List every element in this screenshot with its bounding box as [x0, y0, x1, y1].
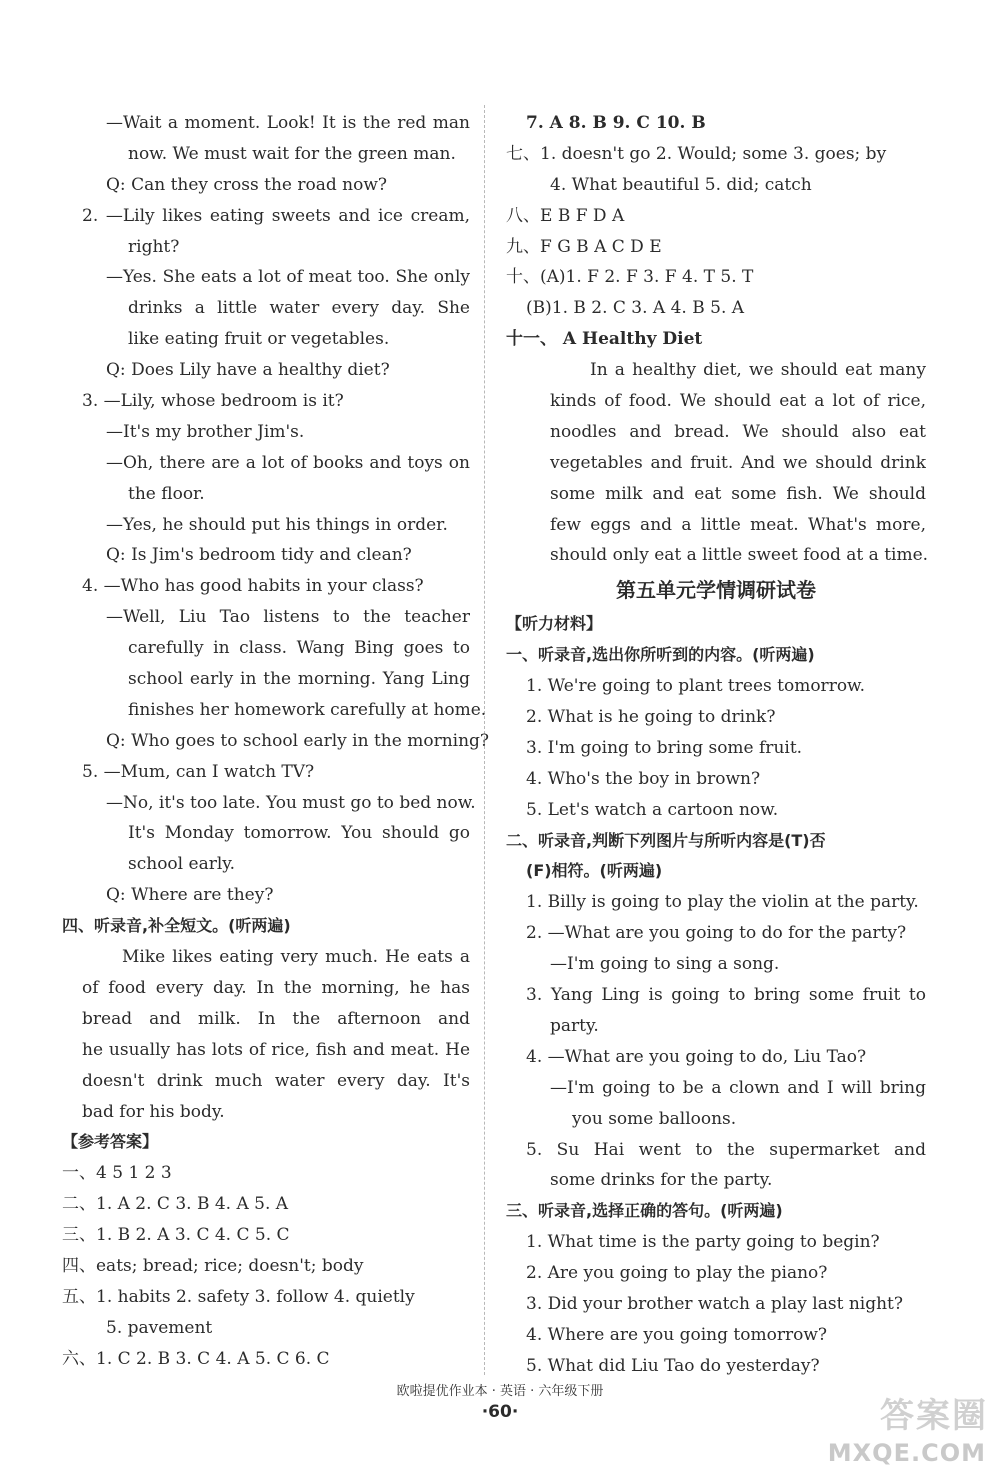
text-line: should only eat a little sweet food at a time.	[550, 545, 929, 566]
text-line: right?	[128, 236, 180, 257]
text-line: 三、听录音,选择正确的答句。(听两遍)	[506, 1201, 783, 1221]
text-line: 六、1. C 2. B 3. C 4. A 5. C 6. C	[62, 1348, 330, 1369]
text-line: 一、4 5 1 2 3	[62, 1163, 172, 1184]
text-line: Q: Can they cross the road now?	[106, 174, 388, 195]
text-line: some milk and eat some fish. We should	[550, 483, 926, 504]
text-line: —Yes, he should put his things in order.	[106, 514, 448, 535]
text-line: 3. Did your brother watch a play last night?	[526, 1293, 903, 1314]
text-line: 3. I'm going to bring some fruit.	[526, 737, 803, 758]
text-line: 八、E B F D A	[506, 205, 625, 226]
left-column	[62, 108, 490, 1375]
text-line: —I'm going to be a clown and I will bring	[550, 1077, 926, 1098]
text-line: 5. —Mum, can I watch TV?	[82, 761, 315, 782]
text-line: Q: Does Lily have a healthy diet?	[106, 360, 390, 381]
text-line: —Yes. She eats a lot of meat too. She only	[106, 267, 470, 288]
text-line: 【听力材料】	[506, 614, 603, 634]
text-line: —It's my brother Jim's.	[106, 421, 305, 442]
text-line: 2. —What are you going to do for the party?	[526, 923, 907, 944]
text-line: finishes her homework carefully at home.	[128, 699, 487, 720]
text-line: Q: Who goes to school early in the morning?	[106, 730, 490, 751]
text-line: 2. What is he going to drink?	[526, 707, 776, 728]
text-line: 3. Yang Ling is going to bring some fruit to	[526, 985, 926, 1006]
book-title-footer: 欧啦提优作业本 · 英语 · 六年级下册	[396, 1384, 604, 1399]
page-number: ·60·	[481, 1402, 519, 1422]
text-line: 七、1. doesn't go 2. Would; some 3. goes; by	[506, 143, 887, 164]
watermark-logo: 答案圈	[880, 1396, 988, 1436]
text-line: bread and milk. In the afternoon and	[82, 1008, 470, 1029]
text-line: It's Monday tomorrow. You should go	[128, 823, 470, 844]
text-line: 4. What beautiful 5. did; catch	[550, 174, 812, 195]
text-line: doesn't drink much water every day. It's	[82, 1070, 470, 1091]
text-line: 1. What time is the party going to begin?	[526, 1232, 880, 1253]
text-line: vegetables and fruit. And we should drink	[550, 452, 926, 473]
text-line: 1. Billy is going to play the violin at the party.	[526, 892, 919, 913]
text-line: Q: Where are they?	[106, 885, 274, 906]
text-line: 2. Are you going to play the piano?	[526, 1263, 828, 1284]
text-line: bad for his body.	[82, 1101, 225, 1122]
text-line: 【参考答案】	[62, 1132, 159, 1152]
text-line: —I'm going to sing a song.	[550, 954, 780, 975]
text-line: 十、(A)1. F 2. F 3. F 4. T 5. T	[506, 267, 754, 288]
text-line: 四、eats; bread; rice; doesn't; body	[62, 1255, 364, 1276]
text-line: school early in the morning. Yang Ling	[128, 669, 470, 690]
text-line: school early.	[128, 854, 236, 875]
text-line: 4. Who's the boy in brown?	[526, 768, 761, 789]
text-line: 十一、 A Healthy Diet	[506, 329, 703, 350]
text-line: 5. Su Hai went to the supermarket and	[526, 1139, 926, 1160]
text-line: —Well, Liu Tao listens to the teacher	[106, 607, 470, 628]
text-line: 二、1. A 2. C 3. B 4. A 5. A	[62, 1194, 289, 1215]
text-line: party.	[550, 1015, 599, 1036]
text-line: 1. We're going to plant trees tomorrow.	[526, 676, 865, 697]
text-line: the floor.	[128, 483, 205, 504]
text-line: 二、听录音,判断下列图片与所听内容是(T)否	[506, 830, 826, 850]
text-line: he usually has lots of rice, fish and meat. He	[82, 1039, 470, 1060]
text-line: Q: Is Jim's bedroom tidy and clean?	[106, 545, 412, 566]
text-line: 2. —Lily likes eating sweets and ice cream,	[82, 205, 470, 226]
text-line: —No, it's too late. You must go to bed now.	[106, 792, 476, 813]
text-line: 第五单元学情调研试卷	[616, 578, 816, 603]
text-line: 5. Let's watch a cartoon now.	[526, 799, 779, 820]
text-line: 7. A 8. B 9. C 10. B	[526, 113, 706, 133]
text-line: some drinks for the party.	[550, 1170, 773, 1191]
text-line: now. We must wait for the green man.	[128, 143, 456, 164]
text-line: carefully in class. Wang Bing goes to	[128, 638, 470, 659]
text-line: (B)1. B 2. C 3. A 4. B 5. A	[526, 298, 745, 319]
text-line: 一、听录音,选出你所听到的内容。(听两遍)	[506, 645, 815, 665]
text-line: like eating fruit or vegetables.	[128, 329, 390, 350]
text-line: noodles and bread. We should also eat	[550, 421, 926, 442]
text-line: 5. pavement	[106, 1317, 213, 1338]
text-line: kinds of food. We should eat a lot of rice,	[550, 391, 926, 412]
text-line: 四、听录音,补全短文。(听两遍)	[62, 916, 291, 936]
text-line: 五、1. habits 2. safety 3. follow 4. quietly	[62, 1286, 415, 1307]
text-line: 4. —What are you going to do, Liu Tao?	[526, 1046, 867, 1067]
text-line: drinks a little water every day. She	[128, 298, 470, 319]
text-line: 3. —Lily, whose bedroom is it?	[82, 391, 344, 412]
text-line: 4. Where are you going tomorrow?	[526, 1324, 827, 1345]
text-line: In a healthy diet, we should eat many	[590, 360, 926, 381]
text-line: you some balloons.	[572, 1108, 737, 1129]
text-line: Mike likes eating very much. He eats a	[122, 947, 470, 968]
text-line: of food every day. In the morning, he has	[82, 977, 470, 998]
right-column	[506, 108, 929, 1382]
text-line: (F)相符。(听两遍)	[526, 861, 663, 881]
text-line: 九、F G B A C D E	[506, 236, 662, 257]
text-line: 4. —Who has good habits in your class?	[82, 576, 424, 597]
text-line: 5. What did Liu Tao do yesterday?	[526, 1355, 820, 1376]
text-line: 三、1. B 2. A 3. C 4. C 5. C	[62, 1225, 290, 1246]
text-line: —Oh, there are a lot of books and toys on	[106, 452, 470, 473]
text-line: few eggs and a little meat. What's more,	[550, 514, 926, 535]
text-line: —Wait a moment. Look! It is the red man	[106, 113, 470, 133]
watermark-site: MXQE.COM	[827, 1439, 986, 1467]
